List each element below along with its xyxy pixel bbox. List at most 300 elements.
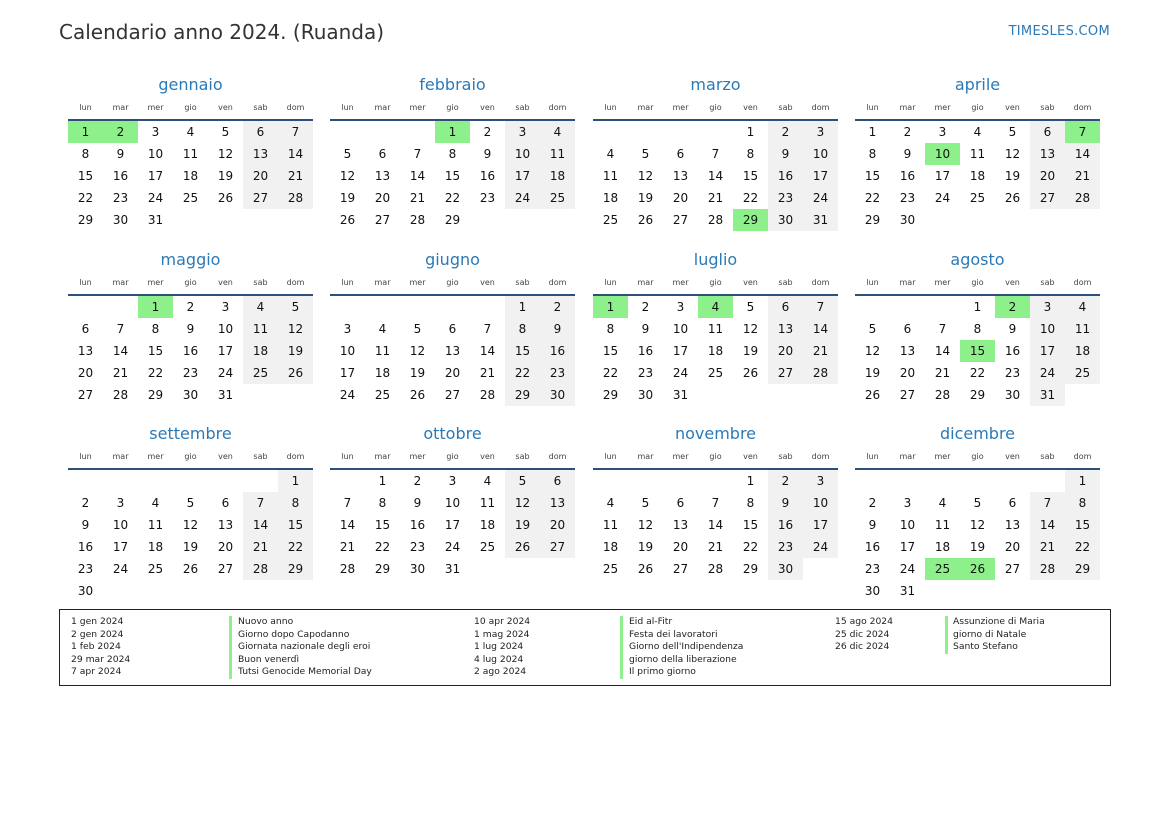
day-cell: 15 xyxy=(444,169,461,183)
day-cell: 28 xyxy=(934,388,951,402)
day-cell: 16 xyxy=(409,518,426,532)
day-cell: 21 xyxy=(707,191,724,205)
legend-color-bar xyxy=(945,616,948,654)
day-cell: 21 xyxy=(707,540,724,554)
day-cell: 4 xyxy=(553,125,562,139)
day-cell: 14 xyxy=(707,518,724,532)
day-cell: 2 xyxy=(781,474,790,488)
day-cell: 26 xyxy=(637,213,654,227)
day-cell: 28 xyxy=(252,562,269,576)
day-cell: 7 xyxy=(938,322,947,336)
holiday-day-cell: 1 xyxy=(138,296,173,318)
day-cell: 23 xyxy=(409,540,426,554)
day-cell: 9 xyxy=(553,322,562,336)
days-grid xyxy=(330,470,575,602)
day-cell: 16 xyxy=(112,169,129,183)
weekday-label: gio xyxy=(971,452,984,461)
day-cell: 20 xyxy=(374,191,391,205)
day-cell: 3 xyxy=(151,125,160,139)
day-cell: 10 xyxy=(899,518,916,532)
legend-date: 2 gen 2024 xyxy=(71,628,124,640)
page-title: Calendario anno 2024. (Ruanda) xyxy=(59,20,385,44)
day-cell: 22 xyxy=(147,366,164,380)
day-cell: 24 xyxy=(934,191,951,205)
day-cell: 21 xyxy=(409,191,426,205)
day-cell: 29 xyxy=(1074,562,1091,576)
weekday-label: ven xyxy=(1005,452,1020,461)
legend-names xyxy=(238,616,372,679)
day-cell: 22 xyxy=(444,191,461,205)
day-cell: 7 xyxy=(413,147,422,161)
day-cell: 20 xyxy=(549,518,566,532)
legend-date: 29 mar 2024 xyxy=(71,653,131,665)
day-cell: 10 xyxy=(444,496,461,510)
month-name: agosto xyxy=(950,250,1005,269)
day-cell: 8 xyxy=(973,322,982,336)
weekday-label: ven xyxy=(480,452,495,461)
weekday-label: sab xyxy=(1040,452,1055,461)
day-cell: 5 xyxy=(1008,125,1017,139)
day-cell: 10 xyxy=(1039,322,1056,336)
day-cell: 8 xyxy=(81,147,90,161)
day-cell: 23 xyxy=(777,540,794,554)
holiday-day-cell: 7 xyxy=(1065,121,1100,143)
day-cell: 6 xyxy=(378,147,387,161)
day-cell: 5 xyxy=(973,496,982,510)
weekday-label: mar xyxy=(112,278,129,287)
day-cell: 30 xyxy=(409,562,426,576)
day-cell: 6 xyxy=(553,474,562,488)
day-cell: 10 xyxy=(812,147,829,161)
day-cell: 22 xyxy=(864,191,881,205)
month-name: novembre xyxy=(674,424,757,443)
day-cell: 8 xyxy=(378,496,387,510)
weekday-label: mer xyxy=(672,278,689,287)
day-cell: 30 xyxy=(637,388,654,402)
day-cell: 5 xyxy=(641,147,650,161)
day-cell: 20 xyxy=(217,540,234,554)
day-cell: 26 xyxy=(742,366,759,380)
day-cell: 1 xyxy=(518,300,527,314)
legend-date: 7 apr 2024 xyxy=(71,666,122,677)
day-cell: 11 xyxy=(479,496,496,510)
legend-holiday-name: giorno di Natale xyxy=(953,628,1027,640)
day-cell: 5 xyxy=(641,496,650,510)
weekday-label: gio xyxy=(446,278,459,287)
weekday-label: gio xyxy=(446,452,459,461)
day-cell: 27 xyxy=(777,366,794,380)
day-cell: 18 xyxy=(549,169,566,183)
legend-color-bar xyxy=(229,616,232,679)
holiday-day-cell: 10 xyxy=(925,143,960,165)
day-cell: 13 xyxy=(217,518,234,532)
day-cell: 27 xyxy=(899,388,916,402)
day-cell: 12 xyxy=(864,344,881,358)
month-name: dicembre xyxy=(939,424,1016,443)
day-cell: 30 xyxy=(112,213,129,227)
day-cell: 20 xyxy=(672,191,689,205)
day-cell: 6 xyxy=(903,322,912,336)
weekday-label: dom xyxy=(1073,278,1092,287)
day-cell: 3 xyxy=(816,125,825,139)
day-cell: 11 xyxy=(1074,322,1091,336)
day-cell: 23 xyxy=(112,191,129,205)
weekday-label: lun xyxy=(866,452,879,461)
day-cell: 6 xyxy=(221,496,230,510)
day-cell: 18 xyxy=(602,540,619,554)
weekday-label: mer xyxy=(147,103,164,112)
day-cell: 18 xyxy=(969,169,986,183)
day-cell: 16 xyxy=(777,518,794,532)
day-cell: 28 xyxy=(339,562,356,576)
day-cell: 20 xyxy=(252,169,269,183)
day-cell: 26 xyxy=(409,388,426,402)
day-cell: 3 xyxy=(676,300,685,314)
day-cell: 24 xyxy=(112,562,129,576)
weekday-label: mar xyxy=(374,278,391,287)
day-cell: 5 xyxy=(413,322,422,336)
day-cell: 10 xyxy=(147,147,164,161)
legend-holiday-name: Giorno dell'Indipendenza xyxy=(629,641,744,652)
day-cell: 1 xyxy=(378,474,387,488)
day-cell: 10 xyxy=(672,322,689,336)
day-cell: 22 xyxy=(77,191,94,205)
month-name: luglio xyxy=(693,250,738,269)
day-cell: 29 xyxy=(147,388,164,402)
day-cell: 31 xyxy=(217,388,234,402)
day-cell: 7 xyxy=(711,496,720,510)
day-cell: 29 xyxy=(77,213,94,227)
weekday-label: sab xyxy=(253,278,268,287)
day-cell: 27 xyxy=(672,562,689,576)
day-cell: 10 xyxy=(217,322,234,336)
day-cell: 21 xyxy=(339,540,356,554)
day-cell: 14 xyxy=(252,518,269,532)
day-cell: 19 xyxy=(742,344,759,358)
day-cell: 17 xyxy=(812,518,829,532)
day-cell: 6 xyxy=(448,322,457,336)
day-cell: 28 xyxy=(479,388,496,402)
day-cell: 19 xyxy=(637,191,654,205)
day-cell: 5 xyxy=(343,147,352,161)
weekday-label: mar xyxy=(637,452,654,461)
day-cell: 1 xyxy=(291,474,300,488)
day-cell: 4 xyxy=(151,496,160,510)
day-cell: 8 xyxy=(448,147,457,161)
day-cell: 10 xyxy=(112,518,129,532)
weekday-label: sab xyxy=(515,278,530,287)
month-name: giugno xyxy=(425,250,480,269)
weekday-label: mer xyxy=(672,452,689,461)
day-cell: 14 xyxy=(812,322,829,336)
day-cell: 29 xyxy=(742,562,759,576)
day-cell: 22 xyxy=(742,540,759,554)
day-cell: 25 xyxy=(707,366,724,380)
weekday-label: gio xyxy=(446,103,459,112)
day-cell: 21 xyxy=(252,540,269,554)
legend-date: 1 mag 2024 xyxy=(474,628,530,640)
weekday-label: mer xyxy=(409,103,426,112)
day-cell: 18 xyxy=(182,169,199,183)
day-cell: 21 xyxy=(287,169,304,183)
day-cell: 24 xyxy=(444,540,461,554)
weekday-label: lun xyxy=(866,103,879,112)
day-cell: 2 xyxy=(903,125,912,139)
day-cell: 25 xyxy=(374,388,391,402)
day-cell: 31 xyxy=(1039,388,1056,402)
day-cell: 14 xyxy=(287,147,304,161)
weekday-label: ven xyxy=(743,103,758,112)
day-cell: 5 xyxy=(746,300,755,314)
weekday-label: dom xyxy=(548,103,567,112)
legend-date: 25 dic 2024 xyxy=(835,628,890,640)
day-cell: 11 xyxy=(602,518,619,532)
weekday-label: ven xyxy=(1005,278,1020,287)
day-cell: 22 xyxy=(287,540,304,554)
weekday-header xyxy=(68,103,313,116)
weekday-label: mar xyxy=(899,278,916,287)
day-cell: 10 xyxy=(514,147,531,161)
day-cell: 25 xyxy=(549,191,566,205)
day-cell: 6 xyxy=(1008,496,1017,510)
day-cell: 2 xyxy=(868,496,877,510)
day-cell: 25 xyxy=(479,540,496,554)
day-cell: 9 xyxy=(1008,322,1017,336)
day-cell: 14 xyxy=(112,344,129,358)
weekday-label: dom xyxy=(811,452,830,461)
day-cell: 1 xyxy=(746,125,755,139)
day-cell: 23 xyxy=(1004,366,1021,380)
day-cell: 1 xyxy=(1078,474,1087,488)
day-cell: 27 xyxy=(444,388,461,402)
weekday-label: mar xyxy=(899,452,916,461)
legend-holiday-name: Santo Stefano xyxy=(953,641,1018,652)
day-cell: 5 xyxy=(221,125,230,139)
day-cell: 31 xyxy=(147,213,164,227)
weekday-label: gio xyxy=(709,278,722,287)
day-cell: 31 xyxy=(812,213,829,227)
weekday-header xyxy=(330,103,575,116)
day-cell: 18 xyxy=(707,344,724,358)
day-cell: 19 xyxy=(637,540,654,554)
holiday-day-cell: 4 xyxy=(698,296,733,318)
day-cell: 15 xyxy=(374,518,391,532)
day-cell: 2 xyxy=(553,300,562,314)
day-cell: 11 xyxy=(707,322,724,336)
days-grid xyxy=(68,121,313,253)
day-cell: 12 xyxy=(339,169,356,183)
weekday-label: mar xyxy=(637,103,654,112)
legend-date: 10 apr 2024 xyxy=(474,616,531,627)
month-name: ottobre xyxy=(423,424,482,443)
day-cell: 1 xyxy=(746,474,755,488)
day-cell: 5 xyxy=(518,474,527,488)
weekday-label: lun xyxy=(866,278,879,287)
legend-holiday-name: Giorno dopo Capodanno xyxy=(238,628,350,640)
day-cell: 17 xyxy=(444,518,461,532)
weekday-label: lun xyxy=(341,103,354,112)
holiday-day-cell: 1 xyxy=(435,121,470,143)
weekday-label: dom xyxy=(548,278,567,287)
day-cell: 19 xyxy=(864,366,881,380)
day-cell: 23 xyxy=(549,366,566,380)
weekday-header xyxy=(593,103,838,116)
day-cell: 3 xyxy=(903,496,912,510)
weekday-label: lun xyxy=(604,452,617,461)
day-cell: 19 xyxy=(182,540,199,554)
day-cell: 13 xyxy=(374,169,391,183)
day-cell: 27 xyxy=(77,388,94,402)
day-cell: 6 xyxy=(676,147,685,161)
day-cell: 15 xyxy=(287,518,304,532)
weekday-label: sab xyxy=(778,452,793,461)
day-cell: 17 xyxy=(147,169,164,183)
legend-color-bar xyxy=(620,616,623,679)
day-cell: 25 xyxy=(147,562,164,576)
day-cell: 8 xyxy=(606,322,615,336)
day-cell: 30 xyxy=(777,213,794,227)
day-cell: 20 xyxy=(77,366,94,380)
day-cell: 2 xyxy=(81,496,90,510)
day-cell: 17 xyxy=(514,169,531,183)
day-cell: 25 xyxy=(602,562,619,576)
weekday-label: dom xyxy=(286,452,305,461)
day-cell: 3 xyxy=(518,125,527,139)
day-cell: 19 xyxy=(1004,169,1021,183)
day-cell: 26 xyxy=(217,191,234,205)
day-cell: 25 xyxy=(969,191,986,205)
day-cell: 7 xyxy=(343,496,352,510)
weekday-label: mar xyxy=(374,103,391,112)
day-cell: 9 xyxy=(868,518,877,532)
day-cell: 12 xyxy=(637,169,654,183)
day-cell: 22 xyxy=(1074,540,1091,554)
day-cell: 19 xyxy=(287,344,304,358)
weekday-label: mer xyxy=(147,278,164,287)
holiday-day-cell: 2 xyxy=(995,296,1030,318)
day-cell: 16 xyxy=(899,169,916,183)
legend-date: 1 lug 2024 xyxy=(474,641,524,652)
day-cell: 2 xyxy=(641,300,650,314)
day-cell: 21 xyxy=(479,366,496,380)
day-cell: 19 xyxy=(217,169,234,183)
day-cell: 9 xyxy=(641,322,650,336)
day-cell: 9 xyxy=(781,496,790,510)
weekday-label: lun xyxy=(604,103,617,112)
day-cell: 27 xyxy=(549,540,566,554)
holiday-day-cell: 25 xyxy=(925,558,960,580)
day-cell: 15 xyxy=(864,169,881,183)
day-cell: 17 xyxy=(899,540,916,554)
brand-link[interactable]: TIMESLES.COM xyxy=(1008,24,1110,39)
day-cell: 14 xyxy=(339,518,356,532)
day-cell: 24 xyxy=(514,191,531,205)
day-cell: 15 xyxy=(514,344,531,358)
day-cell: 15 xyxy=(742,518,759,532)
weekday-label: mar xyxy=(374,452,391,461)
day-cell: 7 xyxy=(711,147,720,161)
day-cell: 26 xyxy=(637,562,654,576)
day-cell: 7 xyxy=(1043,496,1052,510)
day-cell: 30 xyxy=(182,388,199,402)
weekday-label: dom xyxy=(548,452,567,461)
days-grid xyxy=(68,296,313,428)
day-cell: 19 xyxy=(339,191,356,205)
day-cell: 5 xyxy=(291,300,300,314)
day-cell: 14 xyxy=(707,169,724,183)
day-cell: 20 xyxy=(1039,169,1056,183)
day-cell: 7 xyxy=(816,300,825,314)
days-grid xyxy=(593,121,838,253)
day-cell: 12 xyxy=(969,518,986,532)
day-cell: 4 xyxy=(186,125,195,139)
day-cell: 29 xyxy=(514,388,531,402)
day-cell: 13 xyxy=(252,147,269,161)
day-cell: 3 xyxy=(448,474,457,488)
day-cell: 20 xyxy=(777,344,794,358)
day-cell: 30 xyxy=(777,562,794,576)
legend-date: 2 ago 2024 xyxy=(474,666,527,677)
weekday-label: gio xyxy=(184,278,197,287)
legend-date: 15 ago 2024 xyxy=(835,616,893,627)
legend-holiday-name: Il primo giorno xyxy=(629,666,696,677)
day-cell: 23 xyxy=(777,191,794,205)
day-cell: 16 xyxy=(1004,344,1021,358)
weekday-label: gio xyxy=(971,278,984,287)
day-cell: 8 xyxy=(1078,496,1087,510)
day-cell: 20 xyxy=(1004,540,1021,554)
day-cell: 7 xyxy=(256,496,265,510)
day-cell: 9 xyxy=(116,147,125,161)
day-cell: 11 xyxy=(549,147,566,161)
weekday-label: lun xyxy=(341,452,354,461)
legend-names xyxy=(629,616,743,679)
weekday-label: gio xyxy=(709,103,722,112)
day-cell: 31 xyxy=(899,584,916,598)
weekday-label: sab xyxy=(515,452,530,461)
day-cell: 23 xyxy=(637,366,654,380)
legend-holiday-name: Tutsi Genocide Memorial Day xyxy=(238,666,372,677)
day-cell: 18 xyxy=(147,540,164,554)
day-cell: 19 xyxy=(514,518,531,532)
day-cell: 9 xyxy=(186,322,195,336)
day-cell: 25 xyxy=(182,191,199,205)
day-cell: 23 xyxy=(77,562,94,576)
day-cell: 30 xyxy=(864,584,881,598)
legend-dates xyxy=(835,616,893,654)
weekday-label: dom xyxy=(811,103,830,112)
day-cell: 2 xyxy=(413,474,422,488)
day-cell: 16 xyxy=(479,169,496,183)
month-name: marzo xyxy=(690,75,741,94)
weekday-label: mer xyxy=(409,452,426,461)
weekday-header xyxy=(68,452,313,465)
weekday-label: ven xyxy=(743,452,758,461)
day-cell: 12 xyxy=(637,518,654,532)
day-cell: 21 xyxy=(812,344,829,358)
day-cell: 24 xyxy=(147,191,164,205)
legend-holiday-name: giorno della liberazione xyxy=(629,653,737,665)
day-cell: 28 xyxy=(409,213,426,227)
day-cell: 24 xyxy=(217,366,234,380)
legend-holiday-name: Buon venerdì xyxy=(238,653,300,665)
day-cell: 4 xyxy=(483,474,492,488)
day-cell: 18 xyxy=(934,540,951,554)
day-cell: 16 xyxy=(777,169,794,183)
day-cell: 21 xyxy=(112,366,129,380)
day-cell: 28 xyxy=(707,213,724,227)
day-cell: 17 xyxy=(339,366,356,380)
